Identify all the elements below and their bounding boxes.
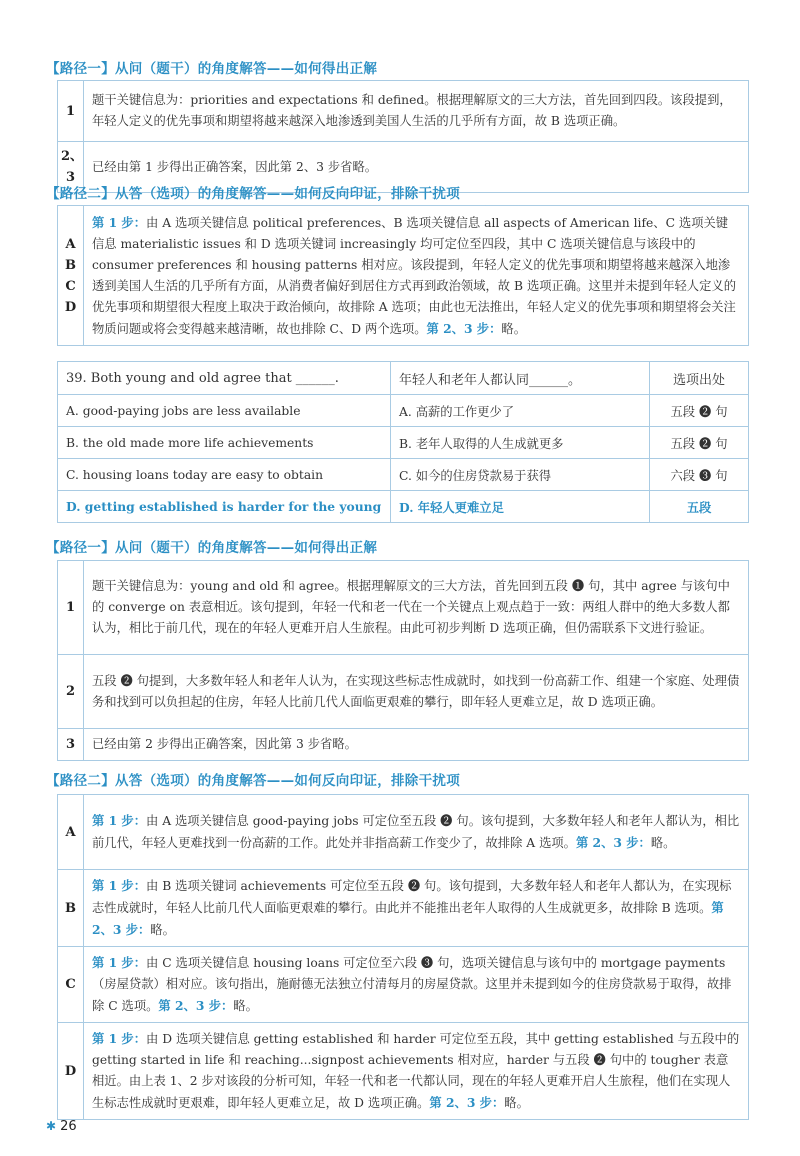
step-text: 第 1 步：由 C 选项关键信息 housing loans 可定位至六段 ❸ 句，选项关键信息与该句中的 mortgage payments（房屋贷款）相对应。该句指出，施耐德无法独立付清每月的房屋贷款。这里并未提到如今的住房贷款易于取得，故排除 C 选项。第 2、3 步：略。 <box>84 947 749 1023</box>
table-row <box>58 206 749 346</box>
table-row <box>58 395 749 427</box>
step-number: 1 <box>58 561 84 655</box>
table-row <box>58 81 749 142</box>
table-row <box>58 795 749 870</box>
section-title-path1-q38: 【路径一】从问（题干）的角度解答——如何得出正解 <box>46 61 378 77</box>
step-text: 第 1 步：由 B 选项关键词 achievements 可定位至五段 ❷ 句。该句提到，大多数年轻人和老年人都认为，在实现标志性成就时，年轻人比前几代人面临更艰难的攀行。由此并不能推出老年人取得的人生成就更多，故排除 B 选项。第 2、3 步：略。 <box>84 870 749 947</box>
table-header-row <box>58 362 749 395</box>
step-text: 已经由第 1 步得出正确答案，因此第 2、3 步省略。 <box>84 142 749 193</box>
table-row <box>58 729 749 761</box>
section-title-path1-q39: 【路径一】从问（题干）的角度解答——如何得出正解 <box>46 540 378 556</box>
step-tail: 第 2、3 步： <box>92 900 724 937</box>
step-lead: 第 1 步： <box>92 214 147 230</box>
table-row <box>58 870 749 947</box>
option-letter: B <box>58 870 84 947</box>
step-tail: 第 2、3 步： <box>429 1095 505 1110</box>
step-text: 已经由第 2 步得出正确答案，因此第 3 步省略。 <box>84 729 749 761</box>
path1-q38-table <box>57 80 749 193</box>
book-icon: ✱ <box>46 1119 57 1133</box>
section-title-path2-q39: 【路径二】从答（选项）的角度解答——如何反向印证，排除干扰项 <box>46 773 460 789</box>
step-tail: 第 2、3 步： <box>158 998 234 1013</box>
option-zh: C. 如今的住房贷款易于获得 <box>391 459 650 491</box>
table-row <box>58 947 749 1023</box>
option-en: C. housing loans today are easy to obtain <box>58 459 391 491</box>
question-en: 39. Both young and old agree that ______. <box>58 362 391 395</box>
step-number: 2 <box>58 655 84 729</box>
path2-q38-table <box>57 205 749 346</box>
question-39-table <box>57 361 749 523</box>
option-en: D. getting established is harder for the young <box>58 491 391 523</box>
step-tail: 第 2、3 步： <box>575 835 651 850</box>
section-title-path2-q38: 【路径二】从答（选项）的角度解答——如何反向印证，排除干扰项 <box>46 186 460 202</box>
table-row <box>58 561 749 655</box>
option-source: 六段 ❸ 句 <box>650 459 749 491</box>
step-text: 第 1 步：由 A 选项关键信息 good-paying jobs 可定位至五段 ❷ 句。该句提到，大多数年轻人和老年人都认为，相比前几代，年轻人更难找到一份高薪的工作。此处并非指高薪工作变少了，故排除 A 选项。第 2、3 步：略。 <box>84 795 749 870</box>
table-row <box>58 459 749 491</box>
path1-q39-table <box>57 560 749 761</box>
step-text: 五段 ❷ 句提到，大多数年轻人和老年人认为，在实现这些标志性成就时，如找到一份高薪工作、组建一个家庭、处理债务和找到可以负担起的住房，年轻人比前几代人面临更艰难的攀行，即年轻人更难立足，故 D 选项正确。 <box>84 655 749 729</box>
option-source: 五段 <box>650 491 749 523</box>
option-en: B. the old made more life achievements <box>58 427 391 459</box>
page-number: 26 <box>60 1119 77 1134</box>
option-letter: D <box>58 1023 84 1120</box>
step-number: 3 <box>58 729 84 761</box>
option-zh: A. 高薪的工作更少了 <box>391 395 650 427</box>
step-lead: 第 1 步： <box>92 955 147 970</box>
source-header: 选项出处 <box>650 362 749 395</box>
table-row <box>58 655 749 729</box>
page-footer <box>46 1119 77 1134</box>
step-number: 2、3 <box>58 142 84 193</box>
question-zh: 年轻人和老年人都认同______。 <box>391 362 650 395</box>
step-tail: 第 2、3 步： <box>426 320 502 336</box>
option-source: 五段 ❷ 句 <box>650 395 749 427</box>
step-text: 题干关键信息为：young and old 和 agree。根据理解原文的三大方法，首先回到五段 ❶ 句，其中 agree 与该句中的 converge on 表意相近。该句提到，年轻一代和老一代在一个关键点上观点趋于一致：两组人群中的绝大多数人都认为，相比于前几代，现在的年轻人更难开启人生旅程。由此可初步判断 D 选项正确，但仍需联系下文进行验证。 <box>84 561 749 655</box>
option-letters: A B C D <box>58 206 84 346</box>
option-letter: C <box>58 947 84 1023</box>
option-zh: D. 年轻人更难立足 <box>391 491 650 523</box>
step-text: 题干关键信息为：priorities and expectations 和 defined。根据理解原文的三大方法，首先回到四段。该段提到，年轻人定义的优先事项和期望将越来越深入地渗透到美国人生活的几乎所有方面，故 B 选项正确。 <box>84 81 749 142</box>
option-source: 五段 ❷ 句 <box>650 427 749 459</box>
option-en: A. good-paying jobs are less available <box>58 395 391 427</box>
path2-q39-table <box>57 794 749 1120</box>
step-lead: 第 1 步： <box>92 1031 147 1046</box>
table-row <box>58 427 749 459</box>
step-text: 第 1 步：由 D 选项关键信息 getting established 和 harder 可定位至五段，其中 getting established 与五段中的 getting started in life 和 reaching...signpost achievements 相对应，harder 与五段 ❷ 句中的 tougher 表意相近。由上表 1、2 步对该段的分析可知，年轻一代和老一代都认同，现在的年轻人更难开启人生旅程，他们在实现人生标志性成就时更艰难，即年轻人更难立足，故 D 选项正确。第 2、3 步：略。 <box>84 1023 749 1120</box>
table-row <box>58 1023 749 1120</box>
step-lead: 第 1 步： <box>92 813 147 828</box>
option-letter: A <box>58 795 84 870</box>
option-zh: B. 老年人取得的人生成就更多 <box>391 427 650 459</box>
table-row-answer <box>58 491 749 523</box>
step-lead: 第 1 步： <box>92 878 147 893</box>
step-text: 第 1 步：由 A 选项关键信息 political preferences、B 选项关键信息 all aspects of American life、C 选项关键信息 materialistic issues 和 D 选项关键词 increasingly 均可定位至四段，其中 C 选项关键信息与该段中的 consumer preferences 和 housing patterns 相对应。该段提到，年轻人定义的优先事项和期望将越来越深入地渗透到美国人生活的几乎所有方面，从消费者偏好到居住方式再到政治领域，故 B 选项正确。这里并未提到年轻人定义的优先事项和期望很大程度上取决于政治倾向，故排除 A 选项；由此也无法推出，年轻人定义的优先事项和期望将会关注物质问题或将会变得越来越清晰，故也排除 C、D 两个选项。第 2、3 步：略。 <box>84 206 749 346</box>
step-number: 1 <box>58 81 84 142</box>
